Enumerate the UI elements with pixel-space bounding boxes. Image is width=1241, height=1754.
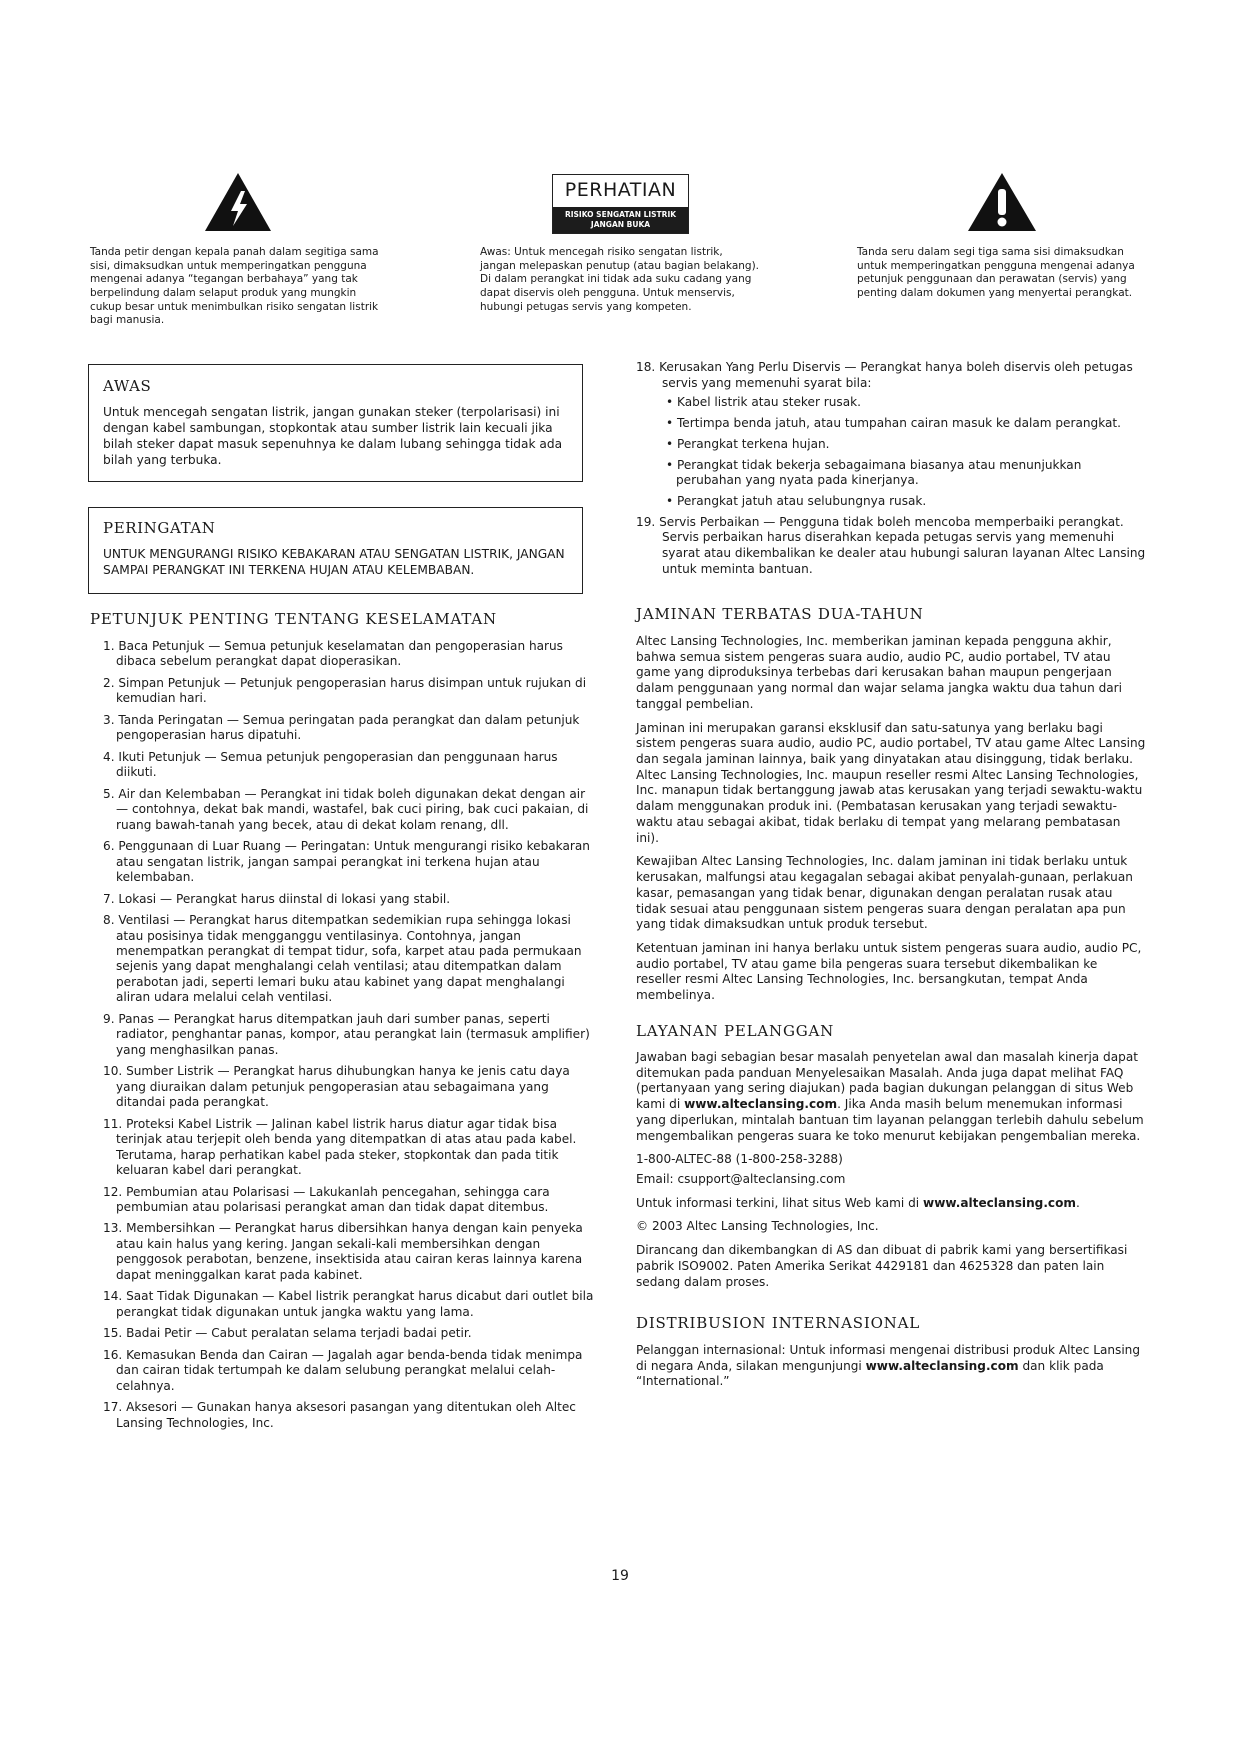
safety-item-18: 18. Kerusakan Yang Perlu Diservis — Perangkat hanya boleh diservis oleh petugas servis yang memenuhi syarat bila: <box>636 360 1133 390</box>
caution-bar <box>553 207 688 233</box>
safety-item-17: 17. Aksesori — Gunakan hanya aksesori pasangan yang ditentukan oleh Altec Lansing Technologies, Inc. <box>103 1400 576 1430</box>
warranty-body <box>636 634 1146 1012</box>
safety-item-13: 13. Membersihkan — Perangkat harus dibersihkan hanya dengan kain penyeka atau kain halus yang kering. Jangan sekali-kali membersihkan dengan penggosok perabotan, benzene, insektisida atau cairan keras lainnya karena dapat meninggalkan karat pada kabinet. <box>103 1221 583 1282</box>
lightning-warning-icon <box>203 171 273 233</box>
website-link[interactable]: www.alteclansing.com <box>684 1097 838 1112</box>
caution-line-1: RISIKO SENGATAN LISTRIK <box>564 210 677 219</box>
awas-box <box>88 364 583 482</box>
peringatan-text: UNTUK MENGURANGI RISIKO KEBAKARAN ATAU SENGATAN LISTRIK, JANGAN SAMPAI PERANGKAT INI TERKENA HUJAN ATAU KELEMBABAN. <box>103 547 565 577</box>
bullet-3: • Perangkat terkena hujan. <box>666 436 830 451</box>
service-p1-text-end: . Jika Anda masih belum menemukan informasi yang diperlukan, mintalah bantuan tim layanan pelanggan terlebih dahulu sebelum mengembalikan pengeras suara ke toko menurut kebijakan pengembalian mereka. <box>636 1097 1144 1143</box>
service-email: Email: csupport@alteclansing.com <box>636 1172 846 1187</box>
safety-item-1: 1. Baca Petunjuk — Semua petunjuk keselamatan dan pengoperasian harus dibaca sebelum perangkat dapat dioperasikan. <box>103 639 563 669</box>
page-number: 19 <box>611 1568 629 1584</box>
safety-heading: PETUNJUK PENTING TENTANG KESELAMATAN <box>90 610 497 628</box>
safety-item-2: 2. Simpan Petunjuk — Petunjuk pengoperasian harus disimpan untuk rujukan di kemudian hari. <box>103 675 587 706</box>
safety-item-3: 3. Tanda Peringatan — Semua peringatan pada perangkat dan dalam petunjuk pengoperasian harus dipatuhi. <box>103 712 580 743</box>
warranty-p3: Kewajiban Altec Lansing Technologies, Inc. dalam jaminan ini tidak berlaku untuk kerusakan, malfungsi atau kegagalan sebagai akibat penyalah-gunaan, perlakuan kasar, pemasangan yang tidak benar, digunakan dengan peralatan rusak atau tidak sesuai atau penggunaan sistem pengeras suara dengan peralatan apa pun yang tidak dimaksudkan untuk produk tersebut. <box>636 854 1133 932</box>
caution-line-2: JANGAN BUKA <box>590 220 651 230</box>
service-body <box>636 1050 1146 1298</box>
service-p1 <box>636 1050 1146 1144</box>
safety-item-12: 12. Pembumian atau Polarisasi — Lakukanlah pencegahan, sehingga cara pembumian atau polarisasi perangkat aman dan tidak dapat ditembus. <box>103 1184 550 1214</box>
service-heading: LAYANAN PELANGGAN <box>636 1022 835 1040</box>
bullet-4: • Perangkat tidak bekerja sebagaimana biasanya atau menunjukkan perubahan yang nyata pada kinerjanya. <box>666 457 1082 488</box>
website-link-3[interactable]: www.alteclansing.com <box>865 1358 1019 1373</box>
bullet-1: • Kabel listrik atau steker rusak. <box>666 395 861 410</box>
designed-note: Dirancang dan dikembangkan di AS dan dibuat di pabrik kami yang bersertifikasi pabrik ISO9002. Paten Amerika Serikat 4429181 dan 4625328 dan paten lain sedang dalam proses. <box>636 1243 1128 1289</box>
service-p1-text: Jawaban bagi sebagian besar masalah penyetelan awal dan masalah kinerja dapat ditemukan pada panduan Menyelesaikan Masalah. Anda juga dapat melihat FAQ (pertanyaan yang sering diajukan) pada bagian dukungan pelanggan di situs Web kami di <box>636 1050 1138 1112</box>
awas-text: Untuk mencegah sengatan listrik, jangan gunakan steker (terpolarisasi) ini dengan kabel sambungan, stopkontak atau sumber listrik lain kecuali jika bilah steker dapat masuk sepenuhnya ke dalam lubang sehingga tidak ada bilah yang terbuka. <box>103 405 563 467</box>
service-info-text: Untuk informasi terkini, lihat situs Web kami di <box>636 1195 924 1210</box>
service-info-end: . <box>1076 1195 1080 1210</box>
peringatan-title: PERINGATAN <box>103 519 216 537</box>
safety-item-5: 5. Air dan Kelembaban — Perangkat ini tidak boleh digunakan dekat dengan air — contohnya, dekat bak mandi, wastafel, bak cuci piring, bak cuci pakaian, di ruang bawah-tanah yang becek, atau di dekat kolam renang, dll. <box>103 786 589 832</box>
distribution-heading: DISTRIBUSION INTERNASIONAL <box>636 1314 920 1332</box>
warranty-p1: Altec Lansing Technologies, Inc. memberikan jaminan kepada pengguna akhir, bahwa semua sistem pengeras suara audio, audio PC, audio portabel, TV atau game yang diproduksinya terbebas dari kerusakan bahan maupun pengerjaan dalam penggunaan yang normal dan wajar selama jangka waktu dua tahun dari tanggal pembelian. <box>636 634 1123 711</box>
safety-item-19: 19. Servis Perbaikan — Pengguna tidak boleh mencoba memperbaiki perangkat. Servis perbaikan harus diserahkan kepada petugas servis yang memenuhi syarat atau dikembalikan ke dealer atau hubungi saluran layanan Altec Lansing untuk meminta bantuan. <box>636 514 1146 576</box>
safety-list <box>90 639 600 1437</box>
safety-item-15: 15. Badai Petir — Cabut peralatan selama terjadi badai petir. <box>103 1326 472 1341</box>
service-info <box>636 1196 1146 1212</box>
warranty-p2: Jaminan ini merupakan garansi eksklusif dan satu-satunya yang berlaku bagi sistem pengeras suara audio, audio PC, audio portabel, TV atau game Altec Lansing dan segala jaminan lainnya, baik yang dinyatakan atau disinggung, tidak berlaku. Altec Lansing Technologies, Inc. maupun reseller resmi Altec Lansing Technologies, Inc. manapun tidak bertanggung jawab atas kerusakan yang terjadi sewaktu-waktu dalam menggunakan produk ini. (Pembatasan kerusakan yang terjadi sewaktu-waktu atau sebagai akibat, tidak berlaku di tempat yang melarang pembatasan ini). <box>636 720 1146 845</box>
warranty-p4: Ketentuan jaminan ini hanya berlaku untuk sistem pengeras suara audio, audio PC, audio portabel, TV atau game bila pengeras suara tersebut dikembalikan ke reseller resmi Altec Lansing Technologies, Inc. bersangkutan, tempat Anda membelinya. <box>636 940 1142 1003</box>
bullet-5: • Perangkat jatuh atau selubungnya rusak. <box>666 494 927 509</box>
safety-item-4: 4. Ikuti Petunjuk — Semua petunjuk pengoperasian dan penggunaan harus diikuti. <box>103 749 558 780</box>
safety-item-8: 8. Ventilasi — Perangkat harus ditempatkan sedemikian rupa sehingga lokasi atau posisinya tidak mengganggu ventilasinya. Contohnya, jangan menempatkan perangkat di tempat tidur, sofa, karpet atau pada permukaan sejenis yang dapat menghalangi celah ventilasi; atau ditempatkan dalam perabotan jadi, seperti lemari buku atau kabinet yang dapat menghalangi aliran udara melalui celah ventilasi. <box>103 913 582 1005</box>
caution-label <box>552 174 689 234</box>
safety-item-9: 9. Panas — Perangkat harus ditempatkan jauh dari sumber panas, seperti radiator, penghantar panas, kompor, atau perangkat lain (termasuk amplifier) yang menghasilkan panas. <box>103 1011 590 1057</box>
safety-item-6: 6. Penggunaan di Luar Ruang — Peringatan: Untuk mengurangi risiko kebakaran atau sengatan listrik, jangan sampai perangkat ini terkena hujan atau kelembaban. <box>103 839 590 885</box>
distribution-body <box>636 1343 1146 1398</box>
distribution-p <box>636 1343 1146 1390</box>
exclamation-note: Tanda seru dalam segi tiga sama sisi dimaksudkan untuk memperingatkan pengguna mengenai adanya petunjuk penggunaan dan perawatan (servis) yang penting dalam dokumen yang menyertai perangkat. <box>857 246 1135 299</box>
safety-item-16: 16. Kemasukan Benda dan Cairan — Jagalah agar benda-benda tidak menimpa dan cairan tidak tertumpah ke dalam selubung perangkat melalui celah-celahnya. <box>103 1347 583 1393</box>
safety-item-14: 14. Saat Tidak Digunakan — Kabel listrik perangkat harus dicabut dari outlet bila perangkat tidak digunakan untuk jangka waktu yang lama. <box>103 1289 594 1319</box>
caution-title: PERHATIAN <box>564 179 677 201</box>
caution-note: Awas: Untuk mencegah risiko sengatan listrik, jangan melepaskan penutup (atau bagian belakang). Di dalam perangkat ini tidak ada suku cadang yang dapat diservis oleh pengguna. Untuk menservis, hubungi petugas servis yang kompeten. <box>480 246 760 313</box>
safety-item-11: 11. Proteksi Kabel Listrik — Jalinan kabel listrik harus diatur agar tidak bisa terinjak atau terjepit oleh benda yang ditempatkan di atas atau pada kabel. Terutama, harap perhatikan kabel pada steker, stopkontak dan pada titik keluaran kabel dari perangkat. <box>103 1116 577 1178</box>
peringatan-box <box>88 507 583 594</box>
distribution-text-end: dan klik pada “International.” <box>636 1358 1104 1389</box>
service-list <box>636 360 1146 578</box>
warranty-heading: JAMINAN TERBATAS DUA-TAHUN <box>636 605 924 623</box>
exclamation-warning-icon <box>966 171 1038 233</box>
distribution-text: Pelanggan internasional: Untuk informasi mengenai distribusi produk Altec Lansing di negara Anda, silakan mengunjungi <box>636 1343 1141 1373</box>
service-phone: 1-800-ALTEC-88 (1-800-258-3288) <box>636 1152 843 1167</box>
lightning-note: Tanda petir dengan kepala panah dalam segitiga sama sisi, dimaksudkan untuk memperingatkan pengguna mengenai adanya “tegangan berbahaya” yang tak berpelindung dalam selaput produk yang mungkin cukup besar untuk menimbulkan risiko sengatan listrik bagi manusia. <box>90 246 379 327</box>
safety-item-10: 10. Sumber Listrik — Perangkat harus dihubungkan hanya ke jenis catu daya yang diuraikan dalam petunjuk pengoperasian atau sebagaimana yang ditandai pada perangkat. <box>103 1064 570 1110</box>
damage-bullets <box>636 395 1146 509</box>
awas-title: AWAS <box>103 377 152 395</box>
bullet-2: • Tertimpa benda jatuh, atau tumpahan cairan masuk ke dalam perangkat. <box>666 416 1122 431</box>
website-link-2[interactable]: www.alteclansing.com <box>923 1195 1077 1210</box>
safety-item-7: 7. Lokasi — Perangkat harus diinstal di lokasi yang stabil. <box>103 891 451 906</box>
copyright: © 2003 Altec Lansing Technologies, Inc. <box>636 1219 879 1234</box>
